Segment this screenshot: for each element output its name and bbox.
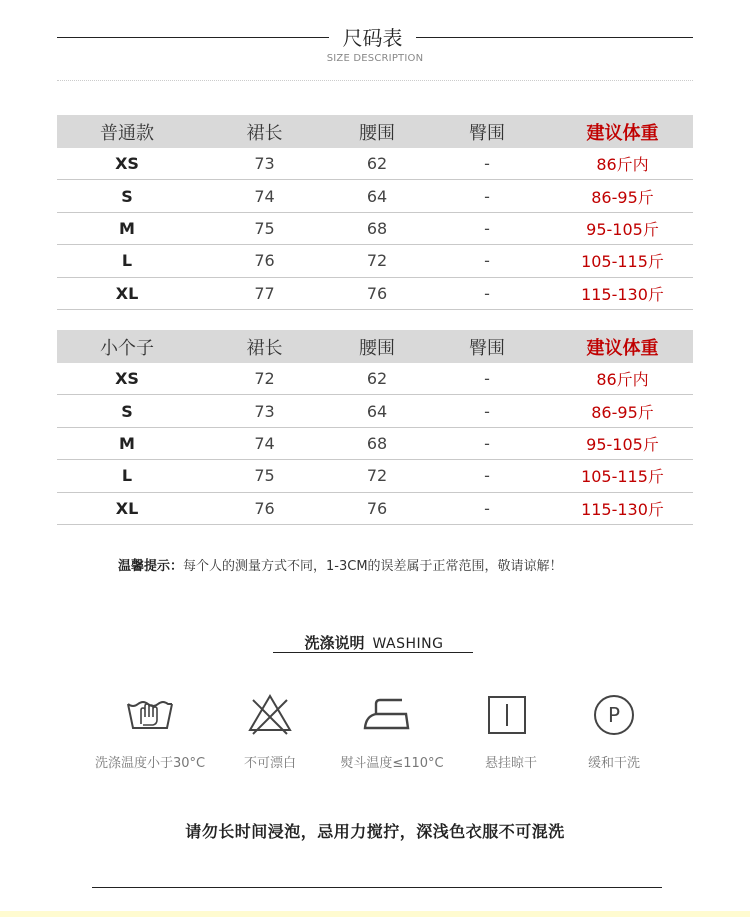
hip-cell: - (484, 498, 490, 518)
size-cell: XS (115, 369, 139, 389)
table-row (57, 460, 693, 492)
length-cell: 75 (254, 218, 275, 238)
waist-cell: 76 (366, 498, 388, 518)
dry-clean-label: 缓和干洗 (587, 756, 640, 771)
size-cell: L (121, 466, 133, 486)
washing-title-en: WASHING (372, 636, 444, 652)
dry-clean-symbol: P (607, 703, 621, 727)
size-table-regular (57, 115, 693, 310)
table-row (57, 148, 693, 180)
weight-cell: 86-95斤 (591, 187, 654, 207)
header-cell: 腰围 (359, 122, 395, 144)
hang-dry-icon (482, 690, 532, 740)
hip-cell: - (484, 466, 490, 486)
hip-cell: - (484, 433, 490, 453)
table-row (57, 395, 693, 427)
length-cell: 77 (254, 283, 275, 303)
length-cell: 73 (254, 401, 275, 421)
size-cell: L (121, 251, 133, 271)
weight-cell: 105-115斤 (581, 252, 664, 272)
waist-cell: 64 (366, 186, 388, 206)
header-cell: 臀围 (469, 122, 505, 144)
weight-cell: 105-115斤 (581, 467, 664, 487)
weight-cell: 115-130斤 (581, 499, 664, 519)
page-subtitle: SIZE DESCRIPTION (326, 53, 424, 64)
weight-cell: 95-105斤 (586, 219, 659, 239)
washing-warning: 请勿长时间浸泡，忌用力搅拧，深浅色衣服不可混洗 (185, 822, 565, 841)
size-cell: M (119, 218, 135, 238)
hip-cell: - (484, 283, 490, 303)
tip-body: 每个人的测量方式不同，1-3CM的误差属于正常范围，敬请谅解！ (183, 559, 563, 574)
header-rule-left (57, 37, 329, 38)
hip-cell: - (484, 369, 490, 389)
hip-cell: - (484, 401, 490, 421)
size-cell: XS (115, 154, 139, 174)
waist-cell: 68 (366, 433, 388, 453)
waist-cell: 72 (366, 251, 388, 271)
table-header-row (57, 330, 693, 363)
no-bleach-label: 不可漂白 (243, 756, 296, 771)
hang-dry-label: 悬挂晾干 (484, 756, 537, 771)
length-cell: 76 (254, 251, 275, 271)
size-cell: XL (115, 283, 139, 303)
table-row (57, 245, 693, 277)
table-row (57, 428, 693, 460)
tip-text (118, 555, 563, 574)
hip-cell: - (484, 186, 490, 206)
length-cell: 72 (254, 369, 275, 389)
table-row (57, 180, 693, 212)
dotted-divider (57, 80, 693, 81)
size-cell: S (121, 401, 133, 421)
table-row (57, 278, 693, 310)
header-cell: 臀围 (469, 337, 505, 359)
table-row (57, 213, 693, 245)
weight-cell: 115-130斤 (581, 284, 664, 304)
bottom-divider (92, 887, 662, 888)
header-cell: 小个子 (100, 337, 154, 359)
length-cell: 73 (254, 154, 275, 174)
header-cell: 裙长 (246, 122, 283, 144)
hip-cell: - (484, 218, 490, 238)
header-rule-right (416, 37, 693, 38)
washing-title (275, 632, 473, 653)
waist-cell: 64 (366, 401, 388, 421)
waist-cell: 62 (366, 369, 388, 389)
length-cell: 75 (254, 466, 275, 486)
iron-label: 熨斗温度≤110°C (340, 756, 444, 771)
length-cell: 74 (254, 186, 275, 206)
dry-clean-icon (589, 690, 639, 740)
size-cell: M (119, 433, 135, 453)
table-row (57, 493, 693, 525)
table-header-row (57, 115, 693, 148)
hand-wash-icon (125, 690, 175, 740)
weight-cell: 86斤内 (596, 370, 649, 390)
weight-cell: 86斤内 (596, 155, 649, 175)
no-bleach-icon (245, 690, 295, 740)
length-cell: 76 (254, 498, 275, 518)
footer-band (0, 911, 750, 917)
waist-cell: 68 (366, 218, 388, 238)
washing-title-cn: 洗涤说明 (304, 634, 365, 652)
header-cell: 腰围 (359, 337, 395, 359)
header-cell: 普通款 (100, 122, 154, 144)
washing-title-underline (273, 652, 473, 653)
size-cell: S (121, 186, 133, 206)
waist-cell: 76 (366, 283, 388, 303)
weight-cell: 95-105斤 (586, 434, 659, 454)
hip-cell: - (484, 251, 490, 271)
tip-label: 温馨提示： (118, 559, 184, 574)
table-row (57, 363, 693, 395)
size-table-petite (57, 330, 693, 525)
hand-wash-label: 洗涤温度小于30°C (94, 756, 206, 771)
waist-cell: 72 (366, 466, 388, 486)
header-cell-weight: 建议体重 (586, 122, 659, 144)
header-cell-weight: 建议体重 (586, 337, 659, 359)
iron-icon (362, 690, 412, 740)
waist-cell: 62 (366, 154, 388, 174)
weight-cell: 86-95斤 (591, 402, 654, 422)
header-cell: 裙长 (246, 337, 283, 359)
size-cell: XL (115, 498, 139, 518)
page-title: 尺码表 (342, 26, 403, 50)
length-cell: 74 (254, 433, 275, 453)
hip-cell: - (484, 154, 490, 174)
